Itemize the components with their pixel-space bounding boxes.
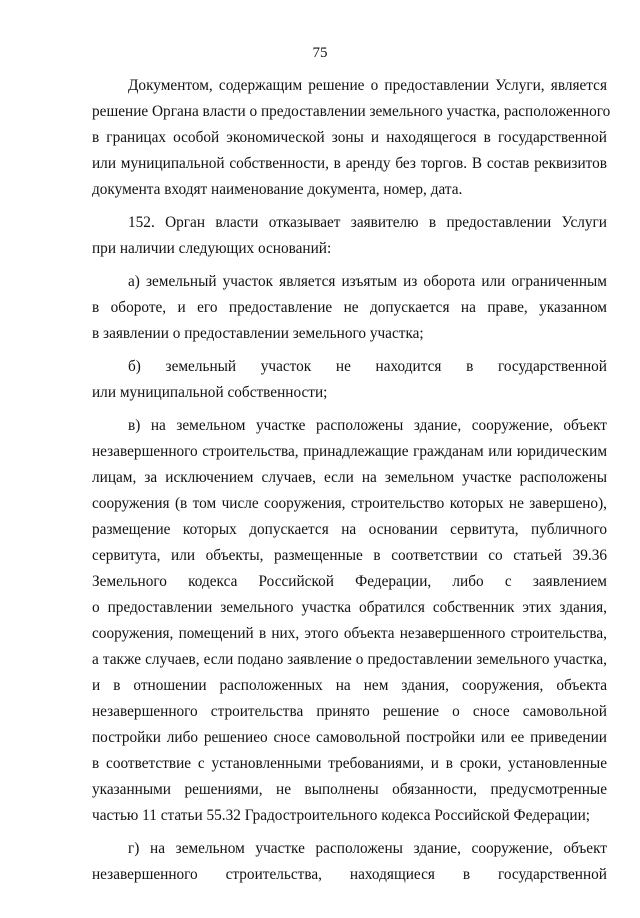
text-line: документа входят наименование документа, номер, дата. — [92, 181, 463, 198]
text-line: указанными решениями, не выполнены обязанности, предусмотренные — [92, 781, 607, 798]
text-line: сооружения (в том числе сооружения, строительство которых не завершено), — [92, 495, 607, 512]
text-line: а) земельный участок является изъятым из оборота или ограниченным — [128, 273, 607, 290]
text-line: или муниципальной собственности, в аренду без торгов. В состав реквизитов — [92, 155, 607, 172]
paragraph-item-v — [92, 413, 607, 829]
text-line: сервитута, или объекты, размещенные в соответствии со статьей 39.36 — [92, 547, 607, 564]
text-line: или муниципальной собственности; — [92, 384, 328, 401]
body-text — [92, 73, 611, 888]
text-line: решение Органа власти о предоставлении земельного участка, расположенного — [92, 103, 611, 120]
text-line: а также случаев, если подано заявление о предоставлении земельного участка, — [92, 651, 607, 668]
text-line: незавершенного строительства, находящиеся в государственной — [92, 866, 607, 883]
paragraph-item-b — [92, 354, 607, 406]
text-line: лицам, за исключением случаев, если на земельном участке расположены — [92, 469, 607, 486]
text-line: размещение которых допускается на основании сервитута, публичного — [92, 521, 607, 538]
text-line: 152. Орган власти отказывает заявителю в предоставлении Услуги — [128, 214, 607, 231]
text-line: о предоставлении земельного участка обратился собственник этих здания, — [92, 599, 607, 616]
text-line: в заявлении о предоставлении земельного участка; — [92, 325, 424, 342]
text-line: при наличии следующих оснований: — [92, 240, 332, 257]
text-line: в границах особой экономической зоны и находящегося в государственной — [92, 129, 607, 146]
text-line: частью 11 статьи 55.32 Градостроительного кодекса Российской Федерации; — [92, 807, 591, 824]
text-line: сооружения, помещений в них, этого объекта незавершенного строительства, — [92, 625, 607, 642]
text-line: незавершенного строительства принято решение о сносе самовольной — [92, 703, 607, 720]
text-line: б) земельный участок не находится в государственной — [128, 358, 607, 375]
paragraph-item-g — [92, 836, 607, 888]
paragraph-clause-152 — [92, 210, 607, 262]
text-line: постройки либо решениео сносе самовольной постройки или ее приведении — [92, 729, 607, 746]
page-number: 75 — [312, 45, 328, 61]
text-line: в) на земельном участке расположены здание, сооружение, объект — [128, 417, 607, 434]
text-line: и в отношении расположенных на нем здания, сооружения, объекта — [92, 677, 607, 694]
text-line: в обороте, и его предоставление не допускается на праве, указанном — [92, 299, 607, 316]
text-line: г) на земельном участке расположены здание, сооружение, объект — [128, 840, 607, 857]
text-line: Документом, содержащим решение о предоставлении Услуги, является — [128, 77, 607, 94]
paragraph-decision-document — [92, 73, 611, 203]
paragraph-item-a — [92, 269, 607, 347]
text-line: в соответствие с установленными требованиями, и в сроки, установленные — [92, 755, 607, 772]
text-line: незавершенного строительства, принадлежащие гражданам или юридическим — [92, 443, 607, 460]
text-line: Земельного кодекса Российской Федерации, либо с заявлением — [92, 573, 607, 590]
